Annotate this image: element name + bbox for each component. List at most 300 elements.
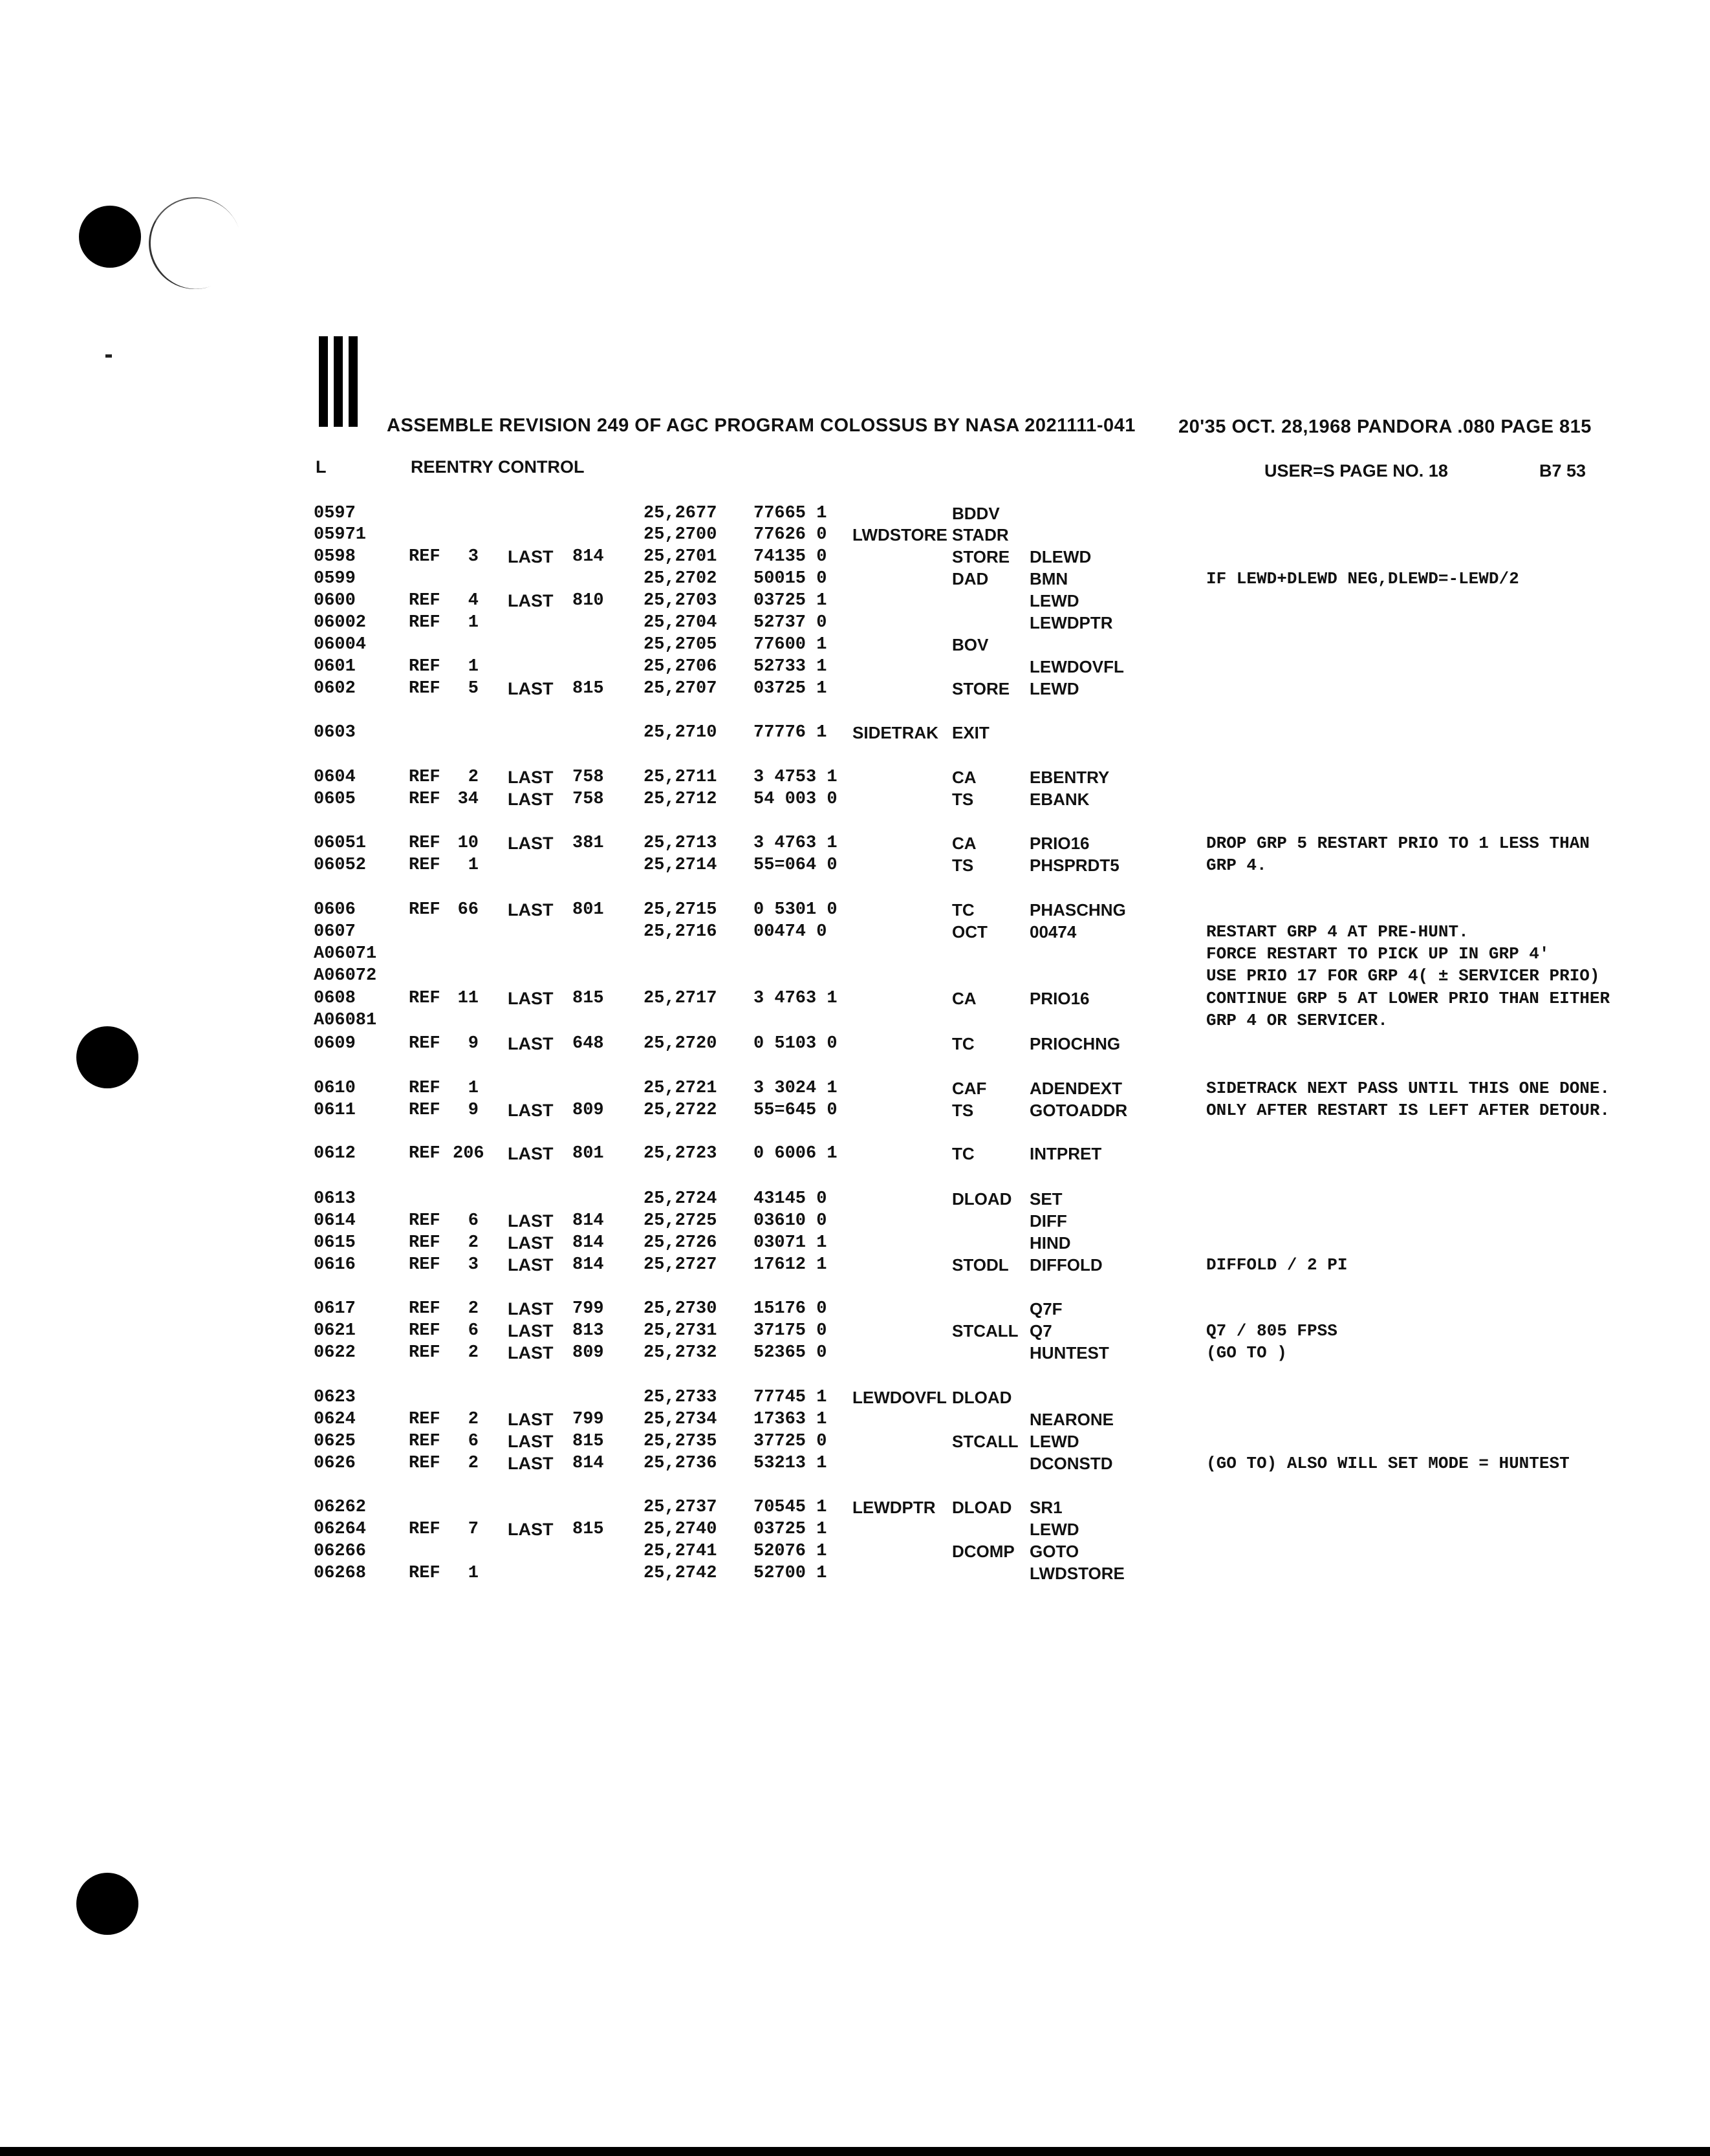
memory-address: 25,2721 [644,1079,717,1098]
ref-count: 34 [457,790,479,809]
listing-line-number: A06072 [314,966,377,986]
ref-count: 1 [468,856,479,875]
operand: DIFF [1030,1211,1067,1231]
source-comment: DROP GRP 5 RESTART PRIO TO 1 LESS THAN [1206,834,1590,853]
listing-row [0,1562,1710,1584]
rsp-ref-marker: REF [409,1454,440,1473]
listing-line-number: 0610 [314,1079,356,1098]
listing-row [0,1077,1710,1099]
last-ref-page: 815 [572,1520,604,1539]
opcode: CA [952,834,977,853]
last-ref-label: LAST [508,1520,554,1539]
memory-address: 25,2707 [644,679,717,698]
listing-line-number: A06071 [314,944,377,964]
opcode: STORE [952,547,1010,566]
last-ref-label: LAST [508,1321,554,1341]
listing-line-number: 0625 [314,1432,356,1451]
last-ref-label: LAST [508,900,554,920]
listing-row [0,1452,1710,1474]
operand: ADENDEXT [1030,1079,1123,1098]
rsp-ref-marker: REF [409,900,440,920]
listing-row [0,502,1710,524]
memory-address: 25,2742 [644,1564,717,1583]
octal-code: 77600 1 [753,635,827,654]
memory-address: 25,2740 [644,1520,717,1539]
opcode: STODL [952,1255,1009,1275]
memory-address: 25,2724 [644,1189,717,1209]
opcode: TS [952,856,974,875]
operand: PRIO16 [1030,989,1090,1008]
rsp-ref-marker: REF [409,591,440,610]
operand: PHASCHNG [1030,900,1126,920]
octal-code: 70545 1 [753,1498,827,1517]
octal-code: 53213 1 [753,1454,827,1473]
listing-line-number: 0598 [314,547,356,566]
last-ref-label: LAST [508,1299,554,1319]
octal-code: 03725 1 [753,591,827,610]
last-ref-label: LAST [508,834,554,853]
rsp-ref-marker: REF [409,1564,440,1583]
listing-line-number: 0608 [314,989,356,1008]
last-ref-page: 815 [572,989,604,1008]
listing-line-number: 0617 [314,1299,356,1319]
last-ref-page: 815 [572,679,604,698]
listing-line-number: 0615 [314,1233,356,1253]
last-ref-label: LAST [508,1255,554,1275]
ref-count: 6 [468,1432,479,1451]
rsp-ref-marker: REF [409,834,440,853]
listing-line-number: 0622 [314,1343,356,1363]
source-comment: GRP 4 OR SERVICER. [1206,1011,1388,1030]
memory-address: 25,2705 [644,635,717,654]
listing-line-number: 05971 [314,525,367,544]
last-ref-page: 758 [572,768,604,787]
source-comment: ONLY AFTER RESTART IS LEFT AFTER DETOUR. [1206,1101,1610,1120]
rsp-ref-marker: REF [409,1144,440,1163]
memory-address: 25,2722 [644,1101,717,1120]
last-ref-label: LAST [508,790,554,809]
listing-line-number: 0609 [314,1034,356,1053]
memory-address: 25,2720 [644,1034,717,1053]
octal-code: 52700 1 [753,1564,827,1583]
listing-line-number: 06264 [314,1520,367,1539]
listing-line-number: 06266 [314,1542,367,1561]
listing-row [0,590,1710,612]
octal-code: 3 3024 1 [753,1079,838,1098]
opcode: TC [952,1144,975,1163]
last-ref-label: LAST [508,1343,554,1363]
listing-line-number: 0624 [314,1410,356,1429]
rsp-ref-marker: REF [409,790,440,809]
last-ref-label: LAST [508,1144,554,1163]
memory-address: 25,2731 [644,1321,717,1341]
ref-count: 11 [457,989,479,1008]
rsp-ref-marker: REF [409,1211,440,1231]
octal-code: 52733 1 [753,657,827,676]
opcode: DLOAD [952,1498,1012,1517]
operand: EBANK [1030,790,1090,809]
octal-code: 37175 0 [753,1321,827,1341]
ref-count: 7 [468,1520,479,1539]
operand: GOTO [1030,1542,1079,1561]
opcode: DLOAD [952,1388,1012,1407]
memory-address: 25,2716 [644,922,717,942]
opcode: STCALL [952,1321,1019,1341]
assembly-header: ASSEMBLE REVISION 249 OF AGC PROGRAM COLOSSUS BY NASA 2021111-041 [387,415,1136,436]
octal-code: 52076 1 [753,1542,827,1561]
operand: PRIO16 [1030,834,1090,853]
last-ref-label: LAST [508,547,554,566]
last-ref-page: 381 [572,834,604,853]
listing-row [0,788,1710,810]
last-ref-page: 810 [572,591,604,610]
rsp-ref-marker: REF [409,768,440,787]
listing-row [0,854,1710,876]
last-ref-label: LAST [508,989,554,1008]
memory-address: 25,2712 [644,790,717,809]
ref-count: 2 [468,1233,479,1253]
octal-code: 55=645 0 [753,1101,838,1120]
listing-line-number: 0607 [314,922,356,942]
octal-code: 0 6006 1 [753,1144,838,1163]
last-ref-label: LAST [508,1432,554,1451]
opcode: CA [952,768,977,787]
operand: PRIOCHNG [1030,1034,1121,1053]
operand: SR1 [1030,1498,1063,1517]
opcode: BOV [952,635,989,654]
opcode: STCALL [952,1432,1019,1451]
opcode: TC [952,1034,975,1053]
octal-code: 3 4753 1 [753,768,838,787]
listing-row [0,1320,1710,1342]
rsp-ref-marker: REF [409,679,440,698]
memory-address: 25,2726 [644,1233,717,1253]
memory-address: 25,2710 [644,723,717,742]
listing-line-number: 0614 [314,1211,356,1231]
last-ref-label: LAST [508,1211,554,1231]
opcode: TS [952,1101,974,1120]
last-ref-page: 815 [572,1432,604,1451]
memory-address: 25,2730 [644,1299,717,1319]
operand: HIND [1030,1233,1071,1253]
listing-line-number: 0601 [314,657,356,676]
symbol-label: LWDSTORE [852,525,947,544]
listing-line-number: 06052 [314,856,367,875]
listing-row [0,1143,1710,1165]
opcode: OCT [952,922,988,942]
section-letter: L [316,457,327,477]
source-comment: Q7 / 805 FPSS [1206,1321,1337,1341]
memory-address: 25,2706 [644,657,717,676]
ref-count: 2 [468,1343,479,1363]
rsp-ref-marker: REF [409,547,440,566]
ref-count: 2 [468,768,479,787]
octal-code: 55=064 0 [753,856,838,875]
listing-line-number: 0613 [314,1189,356,1209]
operand: NEARONE [1030,1410,1114,1429]
listing-row [0,1232,1710,1254]
listing-line-number: 0626 [314,1454,356,1473]
last-ref-page: 814 [572,1211,604,1231]
memory-address: 25,2711 [644,768,717,787]
last-ref-label: LAST [508,768,554,787]
ref-count: 3 [468,547,479,566]
listing-row [0,1210,1710,1232]
last-ref-label: LAST [508,1034,554,1053]
memory-address: 25,2741 [644,1542,717,1561]
listing-row [0,832,1710,854]
rsp-ref-marker: REF [409,1233,440,1253]
octal-code: 54 003 0 [753,790,838,809]
source-comment: USE PRIO 17 FOR GRP 4( ± SERVICER PRIO) [1206,966,1600,986]
listing-row [0,1430,1710,1452]
last-ref-page: 801 [572,1144,604,1163]
octal-code: 52365 0 [753,1343,827,1363]
opcode: DAD [952,569,989,588]
operand: DLEWD [1030,547,1092,566]
ref-count: 4 [468,591,479,610]
listing-line-number: 06268 [314,1564,367,1583]
opcode: TS [952,790,974,809]
operand: EBENTRY [1030,768,1110,787]
rsp-ref-marker: REF [409,1034,440,1053]
memory-address: 25,2733 [644,1388,717,1407]
memory-address: 25,2704 [644,613,717,632]
listing-row [0,1298,1710,1320]
ref-count: 2 [468,1454,479,1473]
operand: GOTOADDR [1030,1101,1128,1120]
listing-row [0,656,1710,678]
octal-code: 03725 1 [753,679,827,698]
operand: DCONSTD [1030,1454,1113,1473]
rsp-ref-marker: REF [409,1101,440,1120]
listing-row [0,965,1710,987]
memory-address: 25,2714 [644,856,717,875]
listing-line-number: 0612 [314,1144,356,1163]
last-ref-page: 799 [572,1299,604,1319]
last-ref-page: 814 [572,547,604,566]
listing-line-number: 0600 [314,591,356,610]
listing-row [0,1496,1710,1518]
ref-count: 66 [457,900,479,920]
ref-count: 1 [468,1564,479,1583]
octal-code: 17363 1 [753,1410,827,1429]
listing-row [0,722,1710,744]
source-comment: GRP 4. [1206,856,1267,875]
last-ref-page: 809 [572,1101,604,1120]
listing-line-number: 06002 [314,613,367,632]
operand: LEWD [1030,1432,1079,1451]
operand: LEWD [1030,591,1079,610]
symbol-label: LEWDOVFL [852,1388,947,1407]
memory-address: 25,2715 [644,900,717,920]
last-ref-page: 801 [572,900,604,920]
ref-count: 1 [468,613,479,632]
listing-line-number: 0604 [314,768,356,787]
memory-address: 25,2703 [644,591,717,610]
operand: Q7 [1030,1321,1052,1341]
last-ref-label: LAST [508,1454,554,1473]
ref-count: 1 [468,657,479,676]
listing-row [0,987,1710,1009]
listing-line-number: 0611 [314,1101,356,1120]
octal-code: 15176 0 [753,1299,827,1319]
rsp-ref-marker: REF [409,1410,440,1429]
section-title: REENTRY CONTROL [411,457,585,477]
scan-edge-bar [0,2147,1710,2156]
octal-code: 43145 0 [753,1189,827,1209]
octal-code: 00474 0 [753,922,827,942]
opcode: TC [952,900,975,920]
rsp-ref-marker: REF [409,1299,440,1319]
source-comment: (GO TO) ALSO WILL SET MODE = HUNTEST [1206,1454,1570,1473]
last-ref-label: LAST [508,1410,554,1429]
listing-line-number: 06051 [314,834,367,853]
octal-code: 77745 1 [753,1388,827,1407]
listing-row [0,766,1710,788]
memory-address: 25,2702 [644,569,717,588]
listing-line-number: 06262 [314,1498,367,1517]
last-ref-page: 648 [572,1034,604,1053]
last-ref-page: 799 [572,1410,604,1429]
listing-line-number: 0602 [314,679,356,698]
rsp-ref-marker: REF [409,1343,440,1363]
operand: LEWDOVFL [1030,657,1124,676]
octal-code: 0 5301 0 [753,900,838,920]
octal-code: 77626 0 [753,525,827,544]
listing-row [0,1540,1710,1562]
page-tag: B7 53 [1539,461,1586,480]
ref-count: 5 [468,679,479,698]
octal-code: 3 4763 1 [753,989,838,1008]
operand: HUNTEST [1030,1343,1109,1363]
listing-row [0,1254,1710,1276]
symbol-label: LEWDPTR [852,1498,936,1517]
listing-line-number: A06081 [314,1011,377,1030]
timestamp-header: 20'35 OCT. 28,1968 PANDORA .080 PAGE 815 [1178,416,1592,437]
user-page-number: USER=S PAGE NO. 18 [1264,461,1448,480]
octal-code: 0 5103 0 [753,1034,838,1053]
listing-row [0,678,1710,700]
last-ref-page: 758 [572,790,604,809]
listing-line-number: 0599 [314,569,356,588]
memory-address: 25,2701 [644,547,717,566]
listing-line-number: 0621 [314,1321,356,1341]
octal-code: 03071 1 [753,1233,827,1253]
listing-row [0,1033,1710,1055]
listing-line-number: 0623 [314,1388,356,1407]
symbol-label: SIDETRAK [852,723,938,742]
octal-code: 03725 1 [753,1520,827,1539]
memory-address: 25,2677 [644,504,717,523]
source-comment: FORCE RESTART TO PICK UP IN GRP 4' [1206,944,1550,964]
source-comment: RESTART GRP 4 AT PRE-HUNT. [1206,922,1469,942]
listing-row [0,921,1710,943]
octal-code: 74135 0 [753,547,827,566]
listing-row [0,546,1710,568]
listing-row [0,568,1710,590]
ref-count: 9 [468,1101,479,1120]
listing-row [0,524,1710,546]
memory-address: 25,2734 [644,1410,717,1429]
opcode: STADR [952,525,1009,544]
operand: LEWDPTR [1030,613,1113,632]
memory-address: 25,2725 [644,1211,717,1231]
ref-count: 2 [468,1299,479,1319]
octal-code: 37725 0 [753,1432,827,1451]
operand: INTPRET [1030,1144,1102,1163]
source-comment: (GO TO ) [1206,1343,1287,1363]
listing-line-number: 06004 [314,635,367,654]
ref-count: 6 [468,1211,479,1231]
ref-count: 6 [468,1321,479,1341]
last-ref-label: LAST [508,1233,554,1253]
listing-line-number: 0606 [314,900,356,920]
memory-address: 25,2700 [644,525,717,544]
listing-row [0,1009,1710,1031]
last-ref-page: 814 [572,1255,604,1275]
operand: LEWD [1030,679,1079,698]
octal-code: 3 4763 1 [753,834,838,853]
last-ref-page: 813 [572,1321,604,1341]
memory-address: 25,2732 [644,1343,717,1363]
listing-row [0,1342,1710,1364]
memory-address: 25,2717 [644,989,717,1008]
operand: LWDSTORE [1030,1564,1125,1583]
listing-line-number: 0605 [314,790,356,809]
rsp-ref-marker: REF [409,613,440,632]
ref-count: 2 [468,1410,479,1429]
listing-row [0,1386,1710,1408]
ref-count: 1 [468,1079,479,1098]
rsp-ref-marker: REF [409,1255,440,1275]
opcode: CA [952,989,977,1008]
ref-count: 3 [468,1255,479,1275]
listing-row [0,612,1710,634]
opcode: STORE [952,679,1010,698]
listing-row [0,1099,1710,1121]
last-ref-label: LAST [508,1101,554,1120]
octal-code: 03610 0 [753,1211,827,1231]
opcode: BDDV [952,504,1000,523]
memory-address: 25,2735 [644,1432,717,1451]
listing-line-number: 0603 [314,723,356,742]
last-ref-page: 814 [572,1454,604,1473]
octal-code: 17612 1 [753,1255,827,1275]
rsp-ref-marker: REF [409,1321,440,1341]
rsp-ref-marker: REF [409,1079,440,1098]
memory-address: 25,2737 [644,1498,717,1517]
opcode: DLOAD [952,1189,1012,1209]
last-ref-page: 809 [572,1343,604,1363]
opcode: CAF [952,1079,987,1098]
last-ref-page: 814 [572,1233,604,1253]
source-comment: CONTINUE GRP 5 AT LOWER PRIO THAN EITHER [1206,989,1610,1008]
operand: LEWD [1030,1520,1079,1539]
listing-row [0,1408,1710,1430]
last-ref-label: LAST [508,679,554,698]
listing-row [0,943,1710,965]
listing-line-number: 0597 [314,504,356,523]
operand: SET [1030,1189,1063,1209]
memory-address: 25,2723 [644,1144,717,1163]
operand: BMN [1030,569,1068,588]
opcode: EXIT [952,723,990,742]
operand: Q7F [1030,1299,1063,1319]
octal-code: 52737 0 [753,613,827,632]
listing-row [0,1188,1710,1210]
operand: DIFFOLD [1030,1255,1103,1275]
